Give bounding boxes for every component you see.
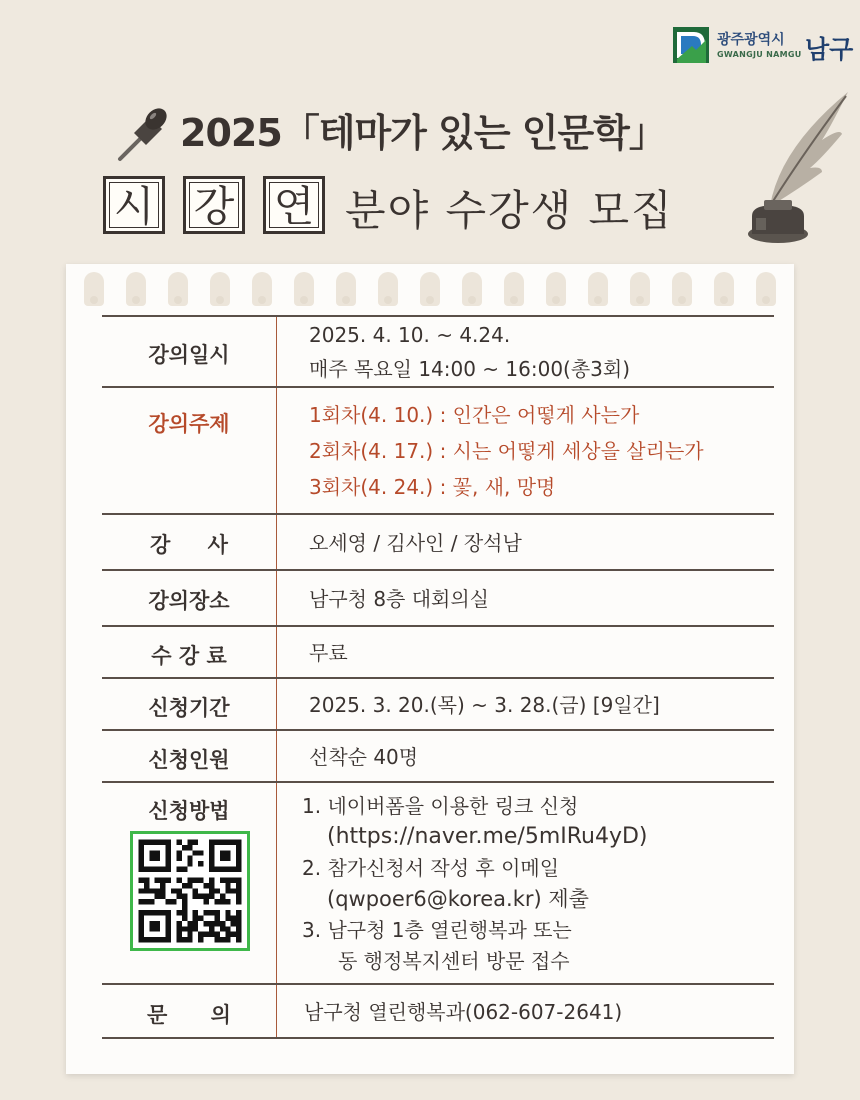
paper-hole <box>126 272 146 306</box>
paper-hole <box>168 272 188 306</box>
paper-hole <box>336 272 356 306</box>
inquiry-value: 남구청 열린행복과(062-607-2641) <box>304 1000 623 1024</box>
pushpin-icon <box>112 103 176 165</box>
row-lecturer <box>102 515 774 571</box>
method-step-2: 2. 참가신청서 작성 후 이메일 <box>302 856 560 880</box>
logo-org-korean: 광주광역시 <box>717 32 785 48</box>
column-divider <box>276 627 277 677</box>
boxed-char-gang: 강 <box>183 176 245 234</box>
column-divider <box>276 317 277 386</box>
row-capacity <box>102 731 774 783</box>
topic-session-1: 1회차(4. 10.) : 인간은 어떻게 사는가 <box>309 403 640 427</box>
paper-hole <box>714 272 734 306</box>
schedule-time: 매주 목요일 14:00 ~ 16:00(총3회) <box>309 357 631 381</box>
label-method: 신청방법 <box>148 799 230 823</box>
logo-org-english: GWANGJU NAMGU <box>717 50 802 59</box>
column-divider <box>276 571 277 625</box>
column-divider <box>276 679 277 729</box>
paper-hole <box>672 272 692 306</box>
namgu-logo <box>672 24 854 66</box>
lecturer-names: 오세영 / 김사인 / 장석남 <box>309 531 522 555</box>
column-divider <box>276 515 277 569</box>
paper-hole <box>588 272 608 306</box>
paper-hole <box>210 272 230 306</box>
method-step-3-detail: 동 행정복지센터 방문 접수 <box>338 949 570 973</box>
row-method <box>102 783 774 985</box>
column-divider <box>276 388 277 513</box>
method-step-3: 3. 남구청 1층 열린행복과 또는 <box>302 918 572 942</box>
capacity-value: 선착순 40명 <box>309 745 419 769</box>
label-fee: 수 강 료 <box>151 644 227 668</box>
paper-hole <box>546 272 566 306</box>
fee-value: 무료 <box>309 641 348 665</box>
paper-hole <box>462 272 482 306</box>
boxed-char-yeon: 연 <box>263 176 325 234</box>
label-period: 신청기간 <box>148 696 230 720</box>
label-inquiry: 문 의 <box>147 1003 231 1027</box>
label-venue: 강의장소 <box>148 589 230 613</box>
column-divider <box>276 731 277 781</box>
paper-hole <box>630 272 650 306</box>
row-topic <box>102 388 774 515</box>
paper-hole <box>420 272 440 306</box>
boxed-char-si: 시 <box>103 176 165 234</box>
paper-hole <box>252 272 272 306</box>
method-email[interactable]: (qwpoer6@korea.kr) 제출 <box>327 887 589 911</box>
title-line1: 2025「테마가 있는 인문학」 <box>180 111 666 155</box>
paper-hole <box>294 272 314 306</box>
label-schedule: 강의일시 <box>148 343 230 367</box>
method-step-1: 1. 네이버폼을 이용한 링크 신청 <box>302 794 579 818</box>
venue-value: 남구청 8층 대회의실 <box>309 587 489 611</box>
paper-hole <box>84 272 104 306</box>
paper-hole <box>756 272 776 306</box>
title-line2: 분야 수강생 모집 <box>345 186 674 235</box>
row-inquiry <box>102 985 774 1039</box>
label-capacity: 신청인원 <box>148 748 230 772</box>
method-naver-link[interactable]: (https://naver.me/5mIRu4yD) <box>327 824 648 849</box>
row-schedule <box>102 315 774 388</box>
schedule-date: 2025. 4. 10. ~ 4.24. <box>309 323 511 347</box>
column-divider <box>276 985 277 1037</box>
paper-hole <box>504 272 524 306</box>
quill-ink-icon <box>730 88 855 248</box>
qr-code-icon[interactable] <box>130 831 250 951</box>
column-divider <box>276 783 277 983</box>
label-lecturer: 강 사 <box>150 533 228 557</box>
namgu-logo-icon <box>672 26 710 64</box>
row-venue <box>102 571 774 627</box>
logo-district: 남구 <box>805 35 854 64</box>
period-value: 2025. 3. 20.(목) ~ 3. 28.(금) [9일간] <box>309 693 660 717</box>
row-fee <box>102 627 774 679</box>
label-topic: 강의주제 <box>148 412 230 436</box>
topic-session-2: 2회차(4. 17.) : 시는 어떻게 세상을 살리는가 <box>309 439 704 463</box>
paper-hole <box>378 272 398 306</box>
row-period <box>102 679 774 731</box>
topic-session-3: 3회차(4. 24.) : 꽃, 새, 망명 <box>309 475 556 499</box>
